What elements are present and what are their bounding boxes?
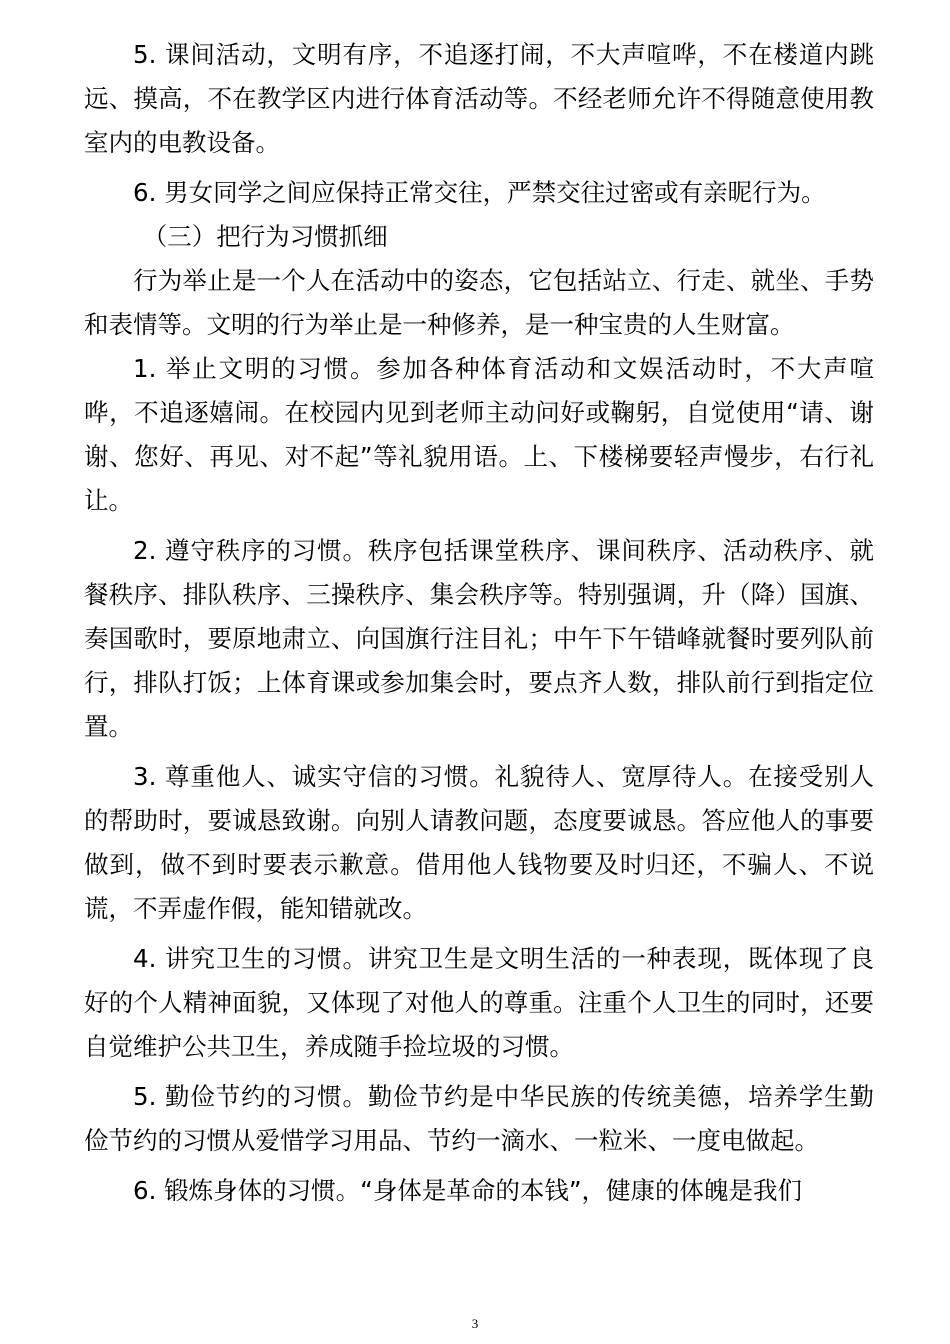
paragraph-order-keeping: 2. 遵守秩序的习惯。秩序包括课堂秩序、课间秩序、活动秩序、就餐秩序、排队秩序、三操秩序、集会秩序等。特别强调，升（降）国旗、奏国歌时，要原地肃立、向国旗行注目礼；中午下午错峰就餐时要列队前行，排队打饭；上体育课或参加集会时，要点齐人数，排队前行到指定位置。	[84, 536, 874, 741]
paragraph-exercise: 6. 锻炼身体的习惯。“身体是革命的本钱”，健康的体魄是我们	[133, 1176, 803, 1205]
paragraph-thrift: 5. 勤俭节约的习惯。勤俭节约是中华民族的传统美德，培养学生勤俭节约的习惯从爱惜学习用品、节约一滴水、一粒米、一度电做起。	[84, 1082, 874, 1155]
paragraph-civilized-manners: 1. 举止文明的习惯。参加各种体育活动和文娱活动时，不大声喧哗，不追逐嬉闹。在校园内见到老师主动问好或鞠躬，自觉使用“请、谢谢、您好、再见、对不起”等礼貌用语。上、下楼梯要轻声慢步，右行礼让。	[84, 354, 874, 515]
page-number: 3	[471, 1316, 479, 1331]
paragraph-respect-honesty: 3. 尊重他人、诚实守信的习惯。礼貌待人、宽厚待人。在接受别人的帮助时，要诚恳致谢。向别人请教问题，态度要诚恳。答应他人的事要做到，做不到时要表示歉意。借用他人钱物要及时归还，不骗人、不说谎，不弄虚作假，能知错就改。	[84, 762, 874, 923]
paragraph-hygiene: 4. 讲究卫生的习惯。讲究卫生是文明生活的一种表现，既体现了良好的个人精神面貌，又体现了对他人的尊重。注重个人卫生的同时，还要自觉维护公共卫生，养成随手捡垃圾的习惯。	[84, 944, 874, 1061]
paragraph-behavior-intro: 行为举止是一个人在活动中的姿态，它包括站立、行走、就坐、手势和表情等。文明的行为举止是一种修养，是一种宝贵的人生财富。	[84, 266, 874, 339]
paragraph-class-break-activities: 5. 课间活动，文明有序，不追逐打闹，不大声喧哗，不在楼道内跳远、摸高，不在教学区内进行体育活动等。不经老师允许不得随意使用教室内的电教设备。	[84, 40, 874, 157]
document-body	[84, 33, 874, 1213]
paragraph-gender-interaction: 6. 男女同学之间应保持正常交往，严禁交往过密或有亲昵行为。	[133, 178, 826, 207]
section-heading-behavior-habits: （三）把行为习惯抓细	[142, 222, 388, 251]
